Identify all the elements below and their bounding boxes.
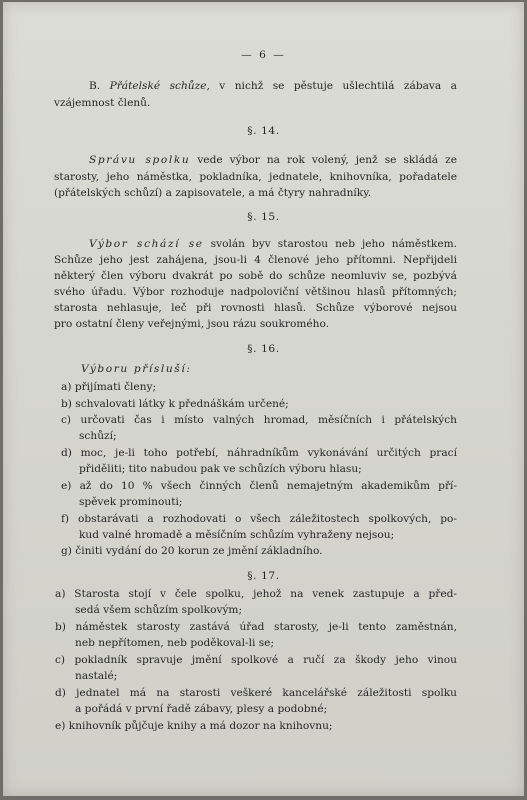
- section-14-heading: §. 14.: [247, 125, 280, 137]
- section-16-item-e-2: spěvek prominouti;: [79, 496, 183, 508]
- point-b-line-2: vzájemnost členů.: [54, 97, 151, 109]
- section-17-item-d-2: a pořádá v první řadě zábavy, plesy a podobné;: [75, 703, 328, 715]
- section-15-text: svolán byv starostou neb jeho náměstkem.: [210, 238, 457, 250]
- section-15-line-4: svého úřadu. Výbor rozhoduje nadpoloviční většinou hlasů přítomných;: [54, 286, 457, 298]
- section-16-item-f-2: kud valné hromadě a měsíčním schůzím vyhraženy nejsou;: [79, 529, 395, 541]
- point-b-line-1: [89, 78, 457, 94]
- section-16-item-d-1: d) moc, je-li toho potřebí, náhradníkům vykonávání určitých prací: [61, 447, 457, 459]
- point-b-text: v nichž se pěstuje ušlechtilá zábava a: [219, 80, 457, 92]
- section-15-line-1: [89, 236, 457, 252]
- section-16-item-f-1: f) obstarávati a rozhodovati o všech záležitostech spolkových, po-: [61, 513, 457, 525]
- section-17-item-e: e) knihovník půjčuje knihy a má dozor na knihovnu;: [55, 720, 333, 732]
- section-15-title: Výbor schází se: [89, 238, 204, 250]
- section-16-item-d-2: přiděliti; tito nabudou pak ve schůzích výboru hlasu;: [79, 463, 362, 475]
- page-number: — 6 —: [241, 49, 286, 61]
- section-14-line-3: (přátelských schůzí) a zapisovatele, a má čtyry nahradníky.: [54, 187, 372, 199]
- point-b-title: Přátelské schůze,: [109, 80, 210, 92]
- section-17-item-d-1: d) jednatel má na starosti veškeré kancelářské záležitosti spolku: [55, 687, 457, 699]
- section-16-item-c-1: c) určovati čas i místo valných hromad, měsíčních i přátelských: [61, 414, 457, 426]
- section-16-item-c-2: schůzí;: [79, 430, 117, 442]
- section-17-item-a-1: a) Starosta stojí v čele spolku, jehož na venek zastupuje a před-: [55, 588, 457, 600]
- section-14-title: Správu spolku: [89, 154, 191, 166]
- section-15-line-5: starosta nehlasuje, leč při rovnosti hlasů. Schůze výborové nejsou: [54, 302, 457, 314]
- section-15-line-6: pro ostatní členy veřejnými, jsou rázu soukromého.: [54, 318, 330, 330]
- section-14-line-1: [89, 152, 457, 168]
- section-15-heading: §. 15.: [247, 211, 280, 223]
- section-14-text: vede výbor na rok volený, jenž se skládá ze: [197, 154, 457, 166]
- section-17-item-b-1: b) náměstek starosty zastává úřad starosty, je-li tento zaměstnán,: [55, 621, 457, 633]
- section-17-heading: §. 17.: [247, 570, 280, 582]
- section-16-item-g: g) činiti vydání do 20 korun ze jmění základního.: [61, 545, 323, 557]
- section-17-item-b-2: neb nepřítomen, neb poděkoval-li se;: [75, 637, 275, 649]
- section-17-item-c-1: c) pokladník spravuje jmění spolkové a ručí za škody jeho vinou: [55, 654, 457, 666]
- section-16-item-a: a) přijímati členy;: [61, 381, 157, 393]
- section-15-line-3: některý člen výboru dvakrát po sobě do schůze neomluviv se, pozbývá: [54, 270, 457, 282]
- section-17-item-a-2: sedá všem schůzím spolkovým;: [75, 604, 243, 616]
- section-15-line-2: Schůze jeho jest zahájena, jsou-li 4 členové jeho přítomni. Nepřijdeli: [54, 254, 457, 266]
- document-page: [3, 2, 524, 796]
- section-16-heading: §. 16.: [247, 343, 280, 355]
- section-16-item-b: b) schvalovati látky k přednáškám určené;: [61, 398, 289, 410]
- point-b-letter: B.: [89, 80, 101, 92]
- section-16-intro: Výboru přísluší:: [81, 363, 192, 375]
- section-17-item-c-2: nastalé;: [75, 670, 118, 682]
- section-14-line-2: starosty, jeho náměstka, pokladníka, jednatele, knihovníka, pořadatele: [54, 171, 457, 183]
- section-16-item-e-1: e) až do 10 % všech činných členů nemajetným akademikům pří-: [61, 480, 457, 492]
